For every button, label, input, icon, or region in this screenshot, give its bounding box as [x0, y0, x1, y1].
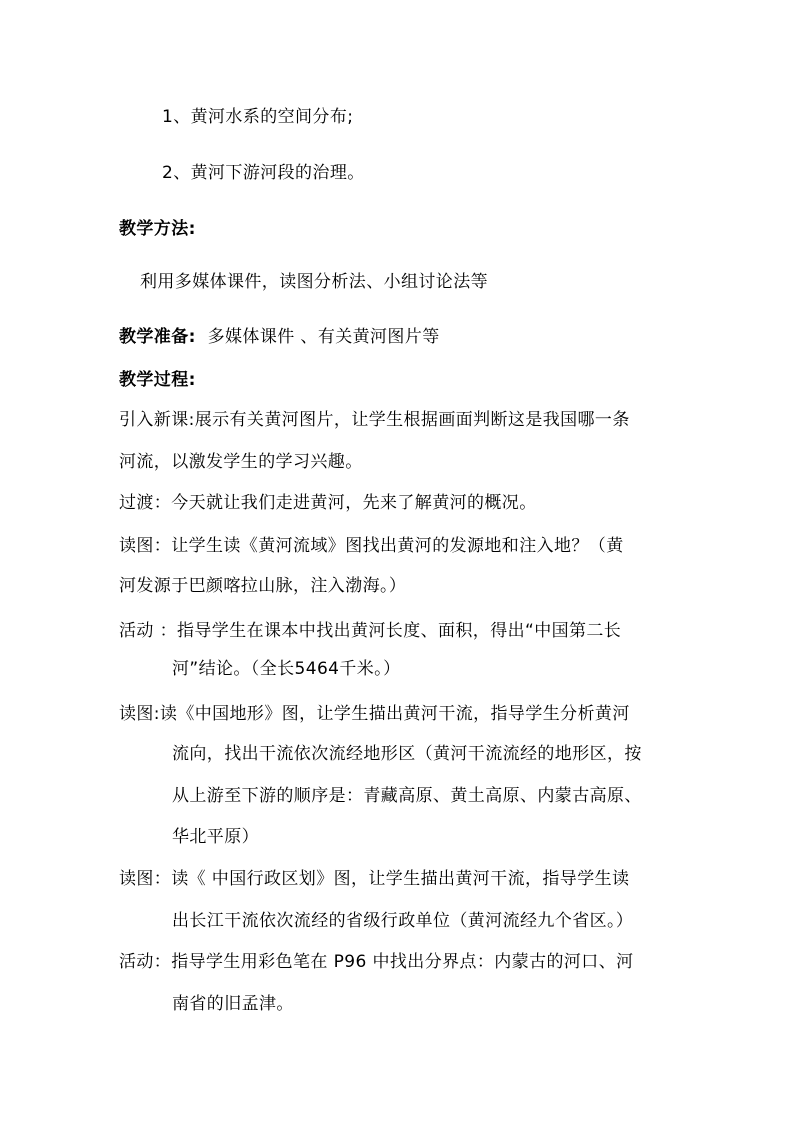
process-line-6: 活动 ：指导学生在课本中找出黄河长度、面积，得出“中国第二长	[119, 621, 622, 641]
preparation-text: 多媒体课件 、有关黄河图片等	[207, 327, 440, 347]
process-line-10: 从上游至下游的顺序是：青藏高原、黄土高原、内蒙古高原、	[172, 786, 642, 806]
methods-heading: 教学方法:	[119, 219, 196, 239]
process-line-5: 河发源于巴颜喀拉山脉，注入渤海。）	[119, 576, 407, 596]
process-line-8: 读图:读《中国地形》图，让学生描出黄河干流，指导学生分析黄河	[119, 704, 630, 724]
methods-text: 利用多媒体课件，读图分析法、小组讨论法等	[140, 272, 488, 292]
process-line-12: 读图：读《 中国行政区划》图，让学生描出黄河干流，指导学生读	[119, 869, 630, 889]
process-line-3: 过渡：今天就让我们走进黄河，先来了解黄河的概况。	[119, 493, 537, 513]
process-line-13: 出长江干流依次流经的省级行政单位（黄河流经九个省区。）	[172, 911, 634, 931]
process-line-9: 流向，找出干流依次流经地形区（黄河干流流经的地形区，按	[172, 744, 642, 764]
process-line-2: 河流，以激发学生的学习兴趣。	[119, 452, 363, 472]
process-line-14: 活动：指导学生用彩色笔在 P96 中找出分界点：内蒙古的河口、河	[119, 952, 634, 972]
process-line-15: 南省的旧孟津。	[172, 994, 294, 1014]
key-point-1: 1、黄河水系的空间分布;	[162, 107, 354, 127]
process-line-7: 河”结论。（全长5464千米。）	[172, 659, 401, 679]
process-line-4: 读图：让学生读《黄河流域》图找出黄河的发源地和注入地？（黄	[119, 536, 624, 556]
key-point-2: 2、黄河下游河段的治理。	[162, 163, 365, 183]
process-line-1: 引入新课:展示有关黄河图片，让学生根据画面判断这是我国哪一条	[119, 410, 630, 430]
preparation-line	[119, 326, 440, 348]
process-line-11: 华北平原）	[172, 827, 259, 847]
process-heading: 教学过程:	[119, 370, 196, 390]
preparation-heading: 教学准备:	[119, 327, 196, 347]
